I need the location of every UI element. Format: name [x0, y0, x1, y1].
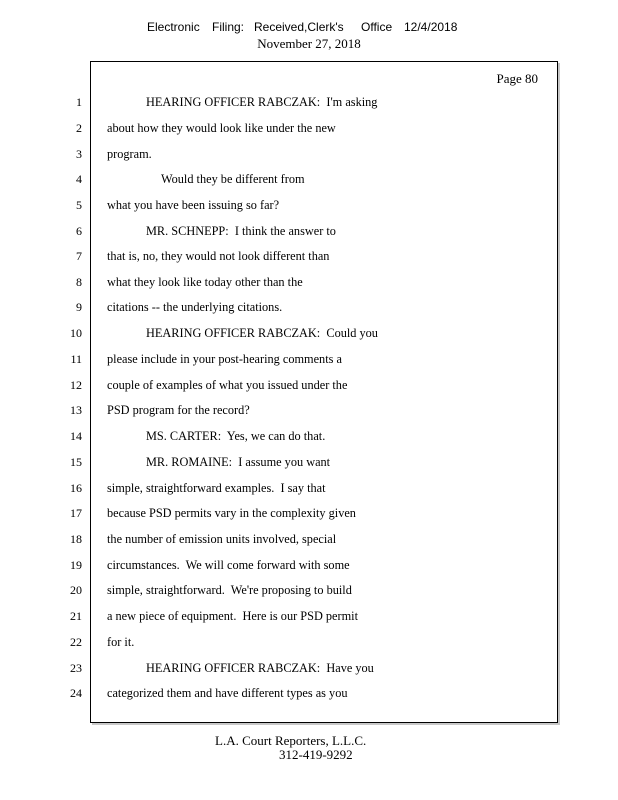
- line-text: the number of emission units involved, special: [107, 532, 337, 546]
- stamp-office: Office: [361, 20, 393, 34]
- line-number: 20: [70, 583, 82, 597]
- line-number: 6: [76, 224, 82, 238]
- line-number: 17: [70, 506, 82, 520]
- line-number: 14: [70, 429, 82, 443]
- line-number: 11: [70, 352, 82, 366]
- page-number: Page 80: [496, 71, 538, 86]
- line-text: PSD program for the record?: [107, 403, 250, 417]
- line-number: 23: [70, 661, 82, 675]
- line-number: 13: [70, 403, 82, 417]
- line-text: HEARING OFFICER RABCZAK: Have you: [146, 661, 374, 675]
- line-text: citations -- the underlying citations.: [107, 300, 283, 314]
- line-text: MR. ROMAINE: I assume you want: [146, 455, 331, 469]
- court-reporter-phone: 312-419-9292: [279, 747, 353, 762]
- line-text: that is, no, they would not look different than: [107, 249, 330, 263]
- line-text: what they look like today other than the: [107, 275, 303, 289]
- line-number: 5: [76, 198, 82, 212]
- line-text: what you have been issuing so far?: [107, 198, 280, 212]
- line-text: because PSD permits vary in the complexity given: [107, 506, 356, 520]
- line-text: categorized them and have different types as you: [107, 686, 348, 700]
- line-number: 24: [70, 686, 82, 700]
- line-text: program.: [107, 147, 152, 161]
- line-number: 7: [76, 249, 82, 263]
- line-text: Would they be different from: [161, 172, 305, 186]
- line-number: 4: [76, 172, 82, 186]
- hearing-date: November 27, 2018: [257, 36, 361, 51]
- line-text: for it.: [107, 635, 135, 649]
- line-number: 1: [76, 95, 82, 109]
- line-number: 19: [70, 558, 82, 572]
- line-number: 8: [76, 275, 82, 289]
- line-number: 2: [76, 121, 82, 135]
- line-text: a new piece of equipment. Here is our PSD permit: [107, 609, 358, 623]
- court-reporter-name: L.A. Court Reporters, L.L.C.: [215, 733, 367, 748]
- stamp-filing: Filing:: [212, 20, 245, 34]
- filing-stamp: [0, 20, 618, 36]
- stamp-date: 12/4/2018: [404, 20, 458, 34]
- line-number: 15: [70, 455, 82, 469]
- line-number: 21: [70, 609, 82, 623]
- line-number: 12: [70, 378, 82, 392]
- stamp-electronic: Electronic: [147, 20, 200, 34]
- line-text: HEARING OFFICER RABCZAK: Could you: [146, 326, 378, 340]
- line-number: 18: [70, 532, 82, 546]
- line-text: couple of examples of what you issued under the: [107, 378, 348, 392]
- line-text: simple, straightforward examples. I say that: [107, 481, 326, 495]
- line-number: 16: [70, 481, 82, 495]
- line-text: please include in your post-hearing comments a: [107, 352, 342, 366]
- line-text: circumstances. We will come forward with some: [107, 558, 350, 572]
- line-number: 10: [70, 326, 82, 340]
- line-text: HEARING OFFICER RABCZAK: I'm asking: [146, 95, 378, 109]
- line-number: 9: [76, 300, 82, 314]
- line-number: 22: [70, 635, 82, 649]
- line-number: 3: [76, 147, 82, 161]
- stamp-received: Received,Clerk's: [254, 20, 344, 34]
- line-text: about how they would look like under the new: [107, 121, 336, 135]
- line-text: MR. SCHNEPP: I think the answer to: [146, 224, 336, 238]
- line-text: simple, straightforward. We're proposing to build: [107, 583, 352, 597]
- line-text: MS. CARTER: Yes, we can do that.: [146, 429, 326, 443]
